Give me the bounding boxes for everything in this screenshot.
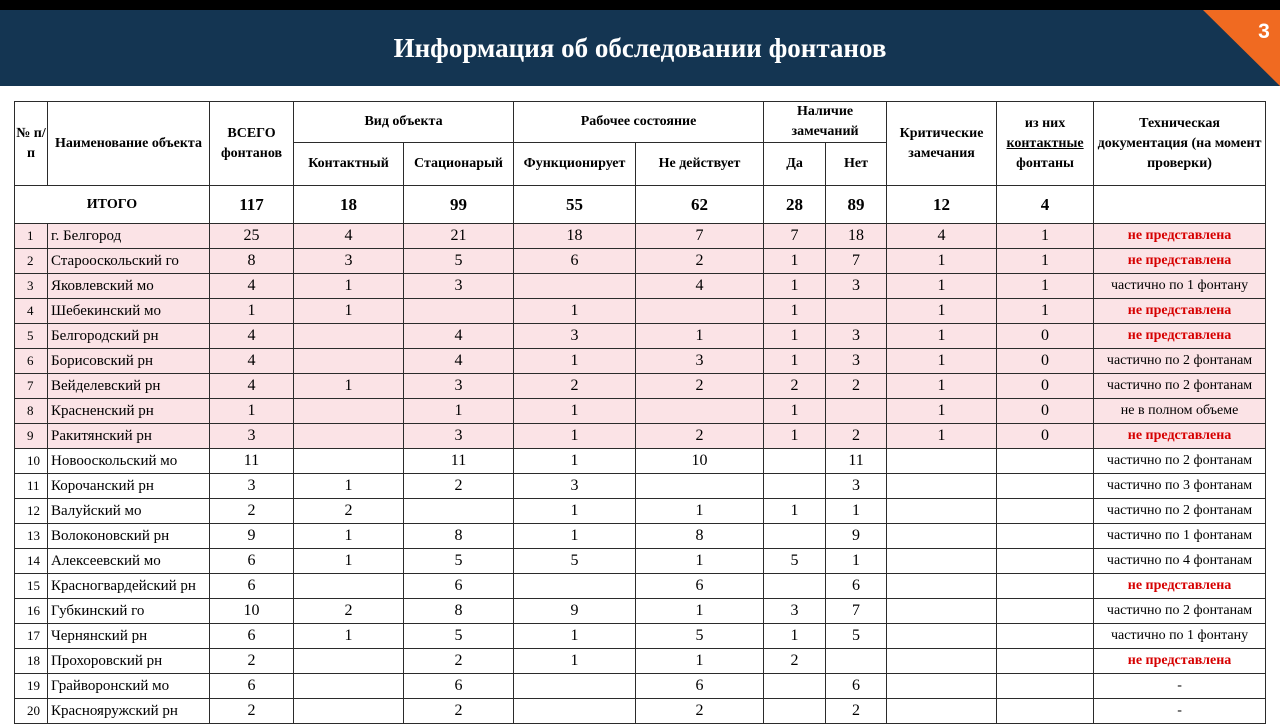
cell-contact-of bbox=[997, 649, 1094, 674]
header-no: Нет bbox=[826, 143, 887, 186]
cell-num: 4 bbox=[15, 299, 48, 324]
cell-num: 17 bbox=[15, 624, 48, 649]
cell-not-working: 1 bbox=[636, 549, 764, 574]
cell-total: 1 bbox=[210, 299, 294, 324]
cell-yes: 1 bbox=[764, 324, 826, 349]
header-contact-underline: контактные bbox=[1006, 135, 1084, 151]
cell-not-working: 10 bbox=[636, 449, 764, 474]
cell-contact bbox=[294, 649, 404, 674]
cell-no: 1 bbox=[826, 499, 887, 524]
cell-name: Чернянский рн bbox=[48, 624, 210, 649]
cell-contact-of bbox=[997, 549, 1094, 574]
cell-stationary: 2 bbox=[404, 699, 514, 724]
cell-critical bbox=[887, 549, 997, 574]
cell-contact-of: 1 bbox=[997, 224, 1094, 249]
cell-yes: 1 bbox=[764, 299, 826, 324]
cell-name: Краснояружский рн bbox=[48, 699, 210, 724]
cell-num: 16 bbox=[15, 599, 48, 624]
cell-docs: частично по 2 фонтанам bbox=[1094, 449, 1266, 474]
cell-not-working: 4 bbox=[636, 274, 764, 299]
totals-contact: 18 bbox=[294, 186, 404, 224]
cell-name: Алексеевский мо bbox=[48, 549, 210, 574]
cell-stationary: 21 bbox=[404, 224, 514, 249]
page-number: 3 bbox=[1258, 20, 1270, 43]
totals-yes: 28 bbox=[764, 186, 826, 224]
cell-total: 9 bbox=[210, 524, 294, 549]
cell-name: Красногвардейский рн bbox=[48, 574, 210, 599]
cell-critical bbox=[887, 599, 997, 624]
cell-working: 5 bbox=[514, 549, 636, 574]
cell-num: 14 bbox=[15, 549, 48, 574]
table-row bbox=[15, 649, 1266, 674]
cell-contact: 4 bbox=[294, 224, 404, 249]
cell-contact: 1 bbox=[294, 524, 404, 549]
cell-name: Прохоровский рн bbox=[48, 649, 210, 674]
cell-num: 3 bbox=[15, 274, 48, 299]
table-row bbox=[15, 324, 1266, 349]
totals-no: 89 bbox=[826, 186, 887, 224]
totals-contact-of: 4 bbox=[997, 186, 1094, 224]
cell-contact: 1 bbox=[294, 474, 404, 499]
cell-not-working: 1 bbox=[636, 324, 764, 349]
cell-contact bbox=[294, 574, 404, 599]
cell-contact-of: 0 bbox=[997, 424, 1094, 449]
table-row bbox=[15, 399, 1266, 424]
cell-working: 1 bbox=[514, 499, 636, 524]
table-row bbox=[15, 624, 1266, 649]
cell-name: Борисовский рн bbox=[48, 349, 210, 374]
cell-no: 1 bbox=[826, 549, 887, 574]
totals-row bbox=[15, 186, 1266, 224]
cell-yes: 1 bbox=[764, 624, 826, 649]
table-row bbox=[15, 274, 1266, 299]
cell-name: Шебекинский мо bbox=[48, 299, 210, 324]
cell-no: 5 bbox=[826, 624, 887, 649]
cell-total: 25 bbox=[210, 224, 294, 249]
header-not-working: Не действует bbox=[636, 143, 764, 186]
cell-contact-of bbox=[997, 524, 1094, 549]
cell-yes: 1 bbox=[764, 249, 826, 274]
cell-contact bbox=[294, 399, 404, 424]
cell-yes: 7 bbox=[764, 224, 826, 249]
cell-stationary: 4 bbox=[404, 349, 514, 374]
cell-yes: 1 bbox=[764, 399, 826, 424]
cell-num: 6 bbox=[15, 349, 48, 374]
cell-working: 1 bbox=[514, 299, 636, 324]
cell-not-working: 1 bbox=[636, 599, 764, 624]
cell-total: 1 bbox=[210, 399, 294, 424]
cell-critical: 1 bbox=[887, 349, 997, 374]
totals-not-working: 62 bbox=[636, 186, 764, 224]
cell-not-working: 2 bbox=[636, 699, 764, 724]
header-object-type: Вид объекта bbox=[294, 102, 514, 143]
cell-total: 10 bbox=[210, 599, 294, 624]
cell-critical bbox=[887, 474, 997, 499]
cell-contact: 1 bbox=[294, 624, 404, 649]
cell-critical: 1 bbox=[887, 399, 997, 424]
cell-working: 3 bbox=[514, 324, 636, 349]
cell-no: 3 bbox=[826, 349, 887, 374]
cell-docs: не представлена bbox=[1094, 574, 1266, 599]
cell-num: 9 bbox=[15, 424, 48, 449]
header-remarks: Наличие замечаний bbox=[764, 102, 887, 143]
cell-total: 4 bbox=[210, 374, 294, 399]
cell-critical: 1 bbox=[887, 374, 997, 399]
cell-working bbox=[514, 674, 636, 699]
cell-not-working: 8 bbox=[636, 524, 764, 549]
cell-critical bbox=[887, 674, 997, 699]
header-working: Функционирует bbox=[514, 143, 636, 186]
table-row bbox=[15, 449, 1266, 474]
cell-contact-of: 0 bbox=[997, 374, 1094, 399]
cell-yes bbox=[764, 574, 826, 599]
cell-no: 7 bbox=[826, 599, 887, 624]
table-row bbox=[15, 374, 1266, 399]
cell-docs: не представлена bbox=[1094, 324, 1266, 349]
cell-no: 3 bbox=[826, 274, 887, 299]
cell-total: 6 bbox=[210, 624, 294, 649]
cell-stationary: 5 bbox=[404, 249, 514, 274]
cell-critical bbox=[887, 449, 997, 474]
cell-critical: 1 bbox=[887, 299, 997, 324]
cell-working: 1 bbox=[514, 649, 636, 674]
header-total: ВСЕГО фонтанов bbox=[210, 102, 294, 186]
cell-critical: 1 bbox=[887, 324, 997, 349]
cell-total: 4 bbox=[210, 349, 294, 374]
cell-critical bbox=[887, 624, 997, 649]
cell-stationary: 3 bbox=[404, 424, 514, 449]
cell-stationary: 6 bbox=[404, 674, 514, 699]
cell-stationary: 2 bbox=[404, 649, 514, 674]
cell-not-working: 2 bbox=[636, 374, 764, 399]
cell-no: 2 bbox=[826, 699, 887, 724]
cell-total: 3 bbox=[210, 474, 294, 499]
cell-working bbox=[514, 274, 636, 299]
cell-not-working bbox=[636, 299, 764, 324]
cell-not-working bbox=[636, 474, 764, 499]
table-row bbox=[15, 299, 1266, 324]
header-docs: Техническая документация (на момент проверки) bbox=[1094, 102, 1266, 186]
cell-name: Волоконовский рн bbox=[48, 524, 210, 549]
cell-no: 11 bbox=[826, 449, 887, 474]
cell-total: 6 bbox=[210, 674, 294, 699]
cell-name: г. Белгород bbox=[48, 224, 210, 249]
cell-stationary bbox=[404, 499, 514, 524]
cell-critical bbox=[887, 649, 997, 674]
cell-critical bbox=[887, 499, 997, 524]
table-row bbox=[15, 674, 1266, 699]
header-name: Наименование объекта bbox=[48, 102, 210, 186]
cell-stationary: 6 bbox=[404, 574, 514, 599]
cell-stationary: 5 bbox=[404, 624, 514, 649]
cell-docs: частично по 2 фонтанам bbox=[1094, 499, 1266, 524]
cell-docs: не представлена bbox=[1094, 249, 1266, 274]
cell-critical: 1 bbox=[887, 249, 997, 274]
cell-total: 3 bbox=[210, 424, 294, 449]
cell-yes: 3 bbox=[764, 599, 826, 624]
cell-working: 3 bbox=[514, 474, 636, 499]
cell-yes: 1 bbox=[764, 349, 826, 374]
cell-num: 5 bbox=[15, 324, 48, 349]
cell-name: Старооскольский го bbox=[48, 249, 210, 274]
cell-docs: - bbox=[1094, 699, 1266, 724]
cell-stationary: 3 bbox=[404, 374, 514, 399]
cell-total: 8 bbox=[210, 249, 294, 274]
cell-total: 4 bbox=[210, 324, 294, 349]
cell-docs: не представлена bbox=[1094, 649, 1266, 674]
table-row bbox=[15, 574, 1266, 599]
cell-docs: частично по 2 фонтанам bbox=[1094, 374, 1266, 399]
cell-stationary: 1 bbox=[404, 399, 514, 424]
cell-no: 18 bbox=[826, 224, 887, 249]
cell-contact: 2 bbox=[294, 599, 404, 624]
cell-critical bbox=[887, 574, 997, 599]
cell-stationary: 8 bbox=[404, 599, 514, 624]
cell-total: 2 bbox=[210, 649, 294, 674]
cell-contact-of: 1 bbox=[997, 249, 1094, 274]
table-row bbox=[15, 599, 1266, 624]
cell-yes: 2 bbox=[764, 374, 826, 399]
cell-docs: не представлена bbox=[1094, 299, 1266, 324]
cell-docs: не представлена bbox=[1094, 224, 1266, 249]
cell-num: 20 bbox=[15, 699, 48, 724]
cell-stationary: 4 bbox=[404, 324, 514, 349]
cell-not-working bbox=[636, 399, 764, 424]
cell-working: 1 bbox=[514, 349, 636, 374]
cell-yes bbox=[764, 474, 826, 499]
cell-no: 2 bbox=[826, 374, 887, 399]
cell-contact-of bbox=[997, 499, 1094, 524]
cell-critical: 1 bbox=[887, 424, 997, 449]
cell-no: 6 bbox=[826, 674, 887, 699]
cell-name: Белгородский рн bbox=[48, 324, 210, 349]
top-bar bbox=[0, 0, 1280, 10]
cell-num: 7 bbox=[15, 374, 48, 399]
cell-docs: не представлена bbox=[1094, 424, 1266, 449]
cell-not-working: 1 bbox=[636, 649, 764, 674]
page-title: Информация об обследовании фонтанов bbox=[393, 33, 887, 63]
cell-name: Вейделевский рн bbox=[48, 374, 210, 399]
cell-yes bbox=[764, 449, 826, 474]
cell-contact-of: 1 bbox=[997, 274, 1094, 299]
cell-working: 2 bbox=[514, 374, 636, 399]
cell-contact: 2 bbox=[294, 499, 404, 524]
cell-contact-of bbox=[997, 449, 1094, 474]
cell-num: 8 bbox=[15, 399, 48, 424]
cell-not-working: 3 bbox=[636, 349, 764, 374]
table-row bbox=[15, 249, 1266, 274]
cell-contact bbox=[294, 324, 404, 349]
cell-docs: частично по 2 фонтанам bbox=[1094, 349, 1266, 374]
totals-stationary: 99 bbox=[404, 186, 514, 224]
cell-contact-of bbox=[997, 674, 1094, 699]
cell-name: Грайворонский мо bbox=[48, 674, 210, 699]
cell-working: 1 bbox=[514, 399, 636, 424]
cell-total: 2 bbox=[210, 699, 294, 724]
cell-not-working: 2 bbox=[636, 424, 764, 449]
cell-stationary bbox=[404, 299, 514, 324]
cell-no: 3 bbox=[826, 474, 887, 499]
header-contact-of-text: из них контактные фонтаны bbox=[1006, 115, 1084, 171]
cell-contact: 1 bbox=[294, 299, 404, 324]
cell-yes: 1 bbox=[764, 499, 826, 524]
totals-docs bbox=[1094, 186, 1266, 224]
cell-docs: - bbox=[1094, 674, 1266, 699]
cell-no bbox=[826, 649, 887, 674]
table-row bbox=[15, 224, 1266, 249]
cell-stationary: 11 bbox=[404, 449, 514, 474]
cell-docs: частично по 4 фонтанам bbox=[1094, 549, 1266, 574]
cell-num: 13 bbox=[15, 524, 48, 549]
cell-not-working: 5 bbox=[636, 624, 764, 649]
cell-stationary: 2 bbox=[404, 474, 514, 499]
cell-name: Новооскольский мо bbox=[48, 449, 210, 474]
cell-num: 15 bbox=[15, 574, 48, 599]
cell-num: 2 bbox=[15, 249, 48, 274]
header-yes: Да bbox=[764, 143, 826, 186]
cell-num: 11 bbox=[15, 474, 48, 499]
cell-critical: 1 bbox=[887, 274, 997, 299]
cell-contact-of: 0 bbox=[997, 349, 1094, 374]
cell-name: Губкинский го bbox=[48, 599, 210, 624]
cell-name: Красненский рн bbox=[48, 399, 210, 424]
cell-yes: 2 bbox=[764, 649, 826, 674]
cell-contact: 1 bbox=[294, 549, 404, 574]
header-critical: Критические замечания bbox=[887, 102, 997, 186]
cell-contact: 1 bbox=[294, 374, 404, 399]
cell-contact-of bbox=[997, 474, 1094, 499]
cell-working: 6 bbox=[514, 249, 636, 274]
cell-no bbox=[826, 299, 887, 324]
cell-working: 1 bbox=[514, 424, 636, 449]
cell-yes: 5 bbox=[764, 549, 826, 574]
cell-yes: 1 bbox=[764, 424, 826, 449]
cell-contact-of bbox=[997, 624, 1094, 649]
cell-contact-of bbox=[997, 574, 1094, 599]
cell-total: 6 bbox=[210, 549, 294, 574]
header-stationary: Стационарый bbox=[404, 143, 514, 186]
cell-working: 18 bbox=[514, 224, 636, 249]
cell-no: 7 bbox=[826, 249, 887, 274]
header-contact-of bbox=[997, 102, 1094, 186]
cell-contact bbox=[294, 674, 404, 699]
cell-docs: частично по 1 фонтану bbox=[1094, 624, 1266, 649]
cell-docs: частично по 2 фонтанам bbox=[1094, 599, 1266, 624]
table-row bbox=[15, 424, 1266, 449]
header-contact: Контактный bbox=[294, 143, 404, 186]
cell-name: Корочанский рн bbox=[48, 474, 210, 499]
cell-docs: частично по 1 фонтанам bbox=[1094, 524, 1266, 549]
cell-contact: 1 bbox=[294, 274, 404, 299]
cell-num: 1 bbox=[15, 224, 48, 249]
table-row bbox=[15, 349, 1266, 374]
cell-contact-of: 1 bbox=[997, 299, 1094, 324]
cell-contact: 3 bbox=[294, 249, 404, 274]
cell-not-working: 1 bbox=[636, 499, 764, 524]
cell-yes bbox=[764, 524, 826, 549]
cell-yes bbox=[764, 674, 826, 699]
cell-no bbox=[826, 399, 887, 424]
cell-contact bbox=[294, 449, 404, 474]
cell-no: 3 bbox=[826, 324, 887, 349]
totals-label: ИТОГО bbox=[15, 186, 210, 224]
totals-total: 117 bbox=[210, 186, 294, 224]
cell-working: 1 bbox=[514, 449, 636, 474]
cell-num: 10 bbox=[15, 449, 48, 474]
totals-working: 55 bbox=[514, 186, 636, 224]
cell-not-working: 6 bbox=[636, 674, 764, 699]
cell-total: 4 bbox=[210, 274, 294, 299]
cell-num: 19 bbox=[15, 674, 48, 699]
cell-stationary: 3 bbox=[404, 274, 514, 299]
cell-docs: частично по 1 фонтану bbox=[1094, 274, 1266, 299]
cell-not-working: 6 bbox=[636, 574, 764, 599]
table-row bbox=[15, 474, 1266, 499]
cell-docs: частично по 3 фонтанам bbox=[1094, 474, 1266, 499]
cell-name: Яковлевский мо bbox=[48, 274, 210, 299]
cell-stationary: 8 bbox=[404, 524, 514, 549]
cell-docs: не в полном объеме bbox=[1094, 399, 1266, 424]
cell-num: 18 bbox=[15, 649, 48, 674]
cell-contact-of: 0 bbox=[997, 399, 1094, 424]
cell-critical bbox=[887, 524, 997, 549]
cell-contact bbox=[294, 424, 404, 449]
cell-no: 9 bbox=[826, 524, 887, 549]
cell-num: 12 bbox=[15, 499, 48, 524]
cell-contact bbox=[294, 349, 404, 374]
cell-working: 1 bbox=[514, 624, 636, 649]
cell-no: 6 bbox=[826, 574, 887, 599]
cell-stationary: 5 bbox=[404, 549, 514, 574]
slide-header bbox=[0, 10, 1280, 86]
cell-critical: 4 bbox=[887, 224, 997, 249]
cell-name: Валуйский мо bbox=[48, 499, 210, 524]
table-row bbox=[15, 499, 1266, 524]
cell-not-working: 2 bbox=[636, 249, 764, 274]
header-num: № п/п bbox=[15, 102, 48, 186]
table-row bbox=[15, 549, 1266, 574]
cell-total: 11 bbox=[210, 449, 294, 474]
cell-not-working: 7 bbox=[636, 224, 764, 249]
cell-yes: 1 bbox=[764, 274, 826, 299]
fountain-survey-table bbox=[14, 101, 1266, 724]
cell-working bbox=[514, 574, 636, 599]
table-row bbox=[15, 524, 1266, 549]
totals-critical: 12 bbox=[887, 186, 997, 224]
cell-contact-of: 0 bbox=[997, 324, 1094, 349]
cell-total: 6 bbox=[210, 574, 294, 599]
cell-name: Ракитянский рн bbox=[48, 424, 210, 449]
header-working-state: Рабочее состояние bbox=[514, 102, 764, 143]
cell-working: 9 bbox=[514, 599, 636, 624]
cell-contact-of bbox=[997, 599, 1094, 624]
cell-no: 2 bbox=[826, 424, 887, 449]
cell-total: 2 bbox=[210, 499, 294, 524]
cell-working: 1 bbox=[514, 524, 636, 549]
